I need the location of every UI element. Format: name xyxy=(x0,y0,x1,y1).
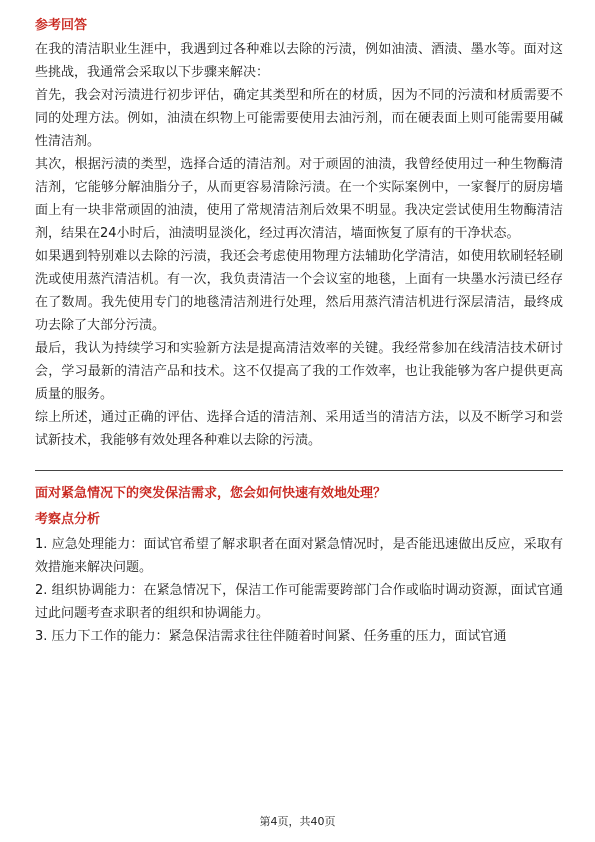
document-page xyxy=(35,16,563,648)
answer-paragraph-1: 在我的清洁职业生涯中，我遇到过各种难以去除的污渍，例如油渍、酒渍、墨水等。面对这些挑战，我通常会采取以下步骤来解决： xyxy=(35,42,563,80)
analysis-heading: 考察点分析 xyxy=(35,512,101,527)
page-number-footer: 第4页，共40页 xyxy=(259,815,336,828)
answer-paragraph-6: 综上所述，通过正确的评估、选择合适的清洁剂、采用适当的清洁方法，以及不断学习和尝试新技术，我能够有效处理各种难以去除的污渍。 xyxy=(35,410,563,448)
answer-paragraph-2: 首先，我会对污渍进行初步评估，确定其类型和所在的材质，因为不同的污渍和材质需要不同的处理方法。例如，油渍在织物上可能需要使用去油污剂，而在硬表面上则可能需要用碱性清洁剂。 xyxy=(35,88,563,149)
answer-heading: 参考回答 xyxy=(35,18,88,33)
analysis-point-3: 3. 压力下工作的能力：紧急保洁需求往往伴随着时间紧、任务重的压力，面试官通 xyxy=(35,629,507,644)
answer-paragraph-4: 如果遇到特别难以去除的污渍，我还会考虑使用物理方法辅助化学清洁，如使用软刷轻轻刷洗或使用蒸汽清洁机。有一次，我负责清洁一个会议室的地毯，上面有一块墨水污渍已经存在了数周。我先使用专门的地毯清洁剂进行处理，然后用蒸汽清洁机进行深层清洁，最终成功去除了大部分污渍。 xyxy=(35,249,563,333)
question-title: 面对紧急情况下的突发保洁需求，您会如何快速有效地处理？ xyxy=(35,486,387,501)
analysis-point-1: 1. 应急处理能力：面试官希望了解求职者在面对紧急情况时，是否能迅速做出反应，采取有效措施来解决问题。 xyxy=(35,537,563,575)
answer-paragraph-5: 最后，我认为持续学习和实验新方法是提高清洁效率的关键。我经常参加在线清洁技术研讨会，学习最新的清洁产品和技术。这不仅提高了我的工作效率，也让我能够为客户提供更高质量的服务。 xyxy=(35,341,563,402)
answer-paragraph-3: 其次，根据污渍的类型，选择合适的清洁剂。对于顽固的油渍，我曾经使用过一种生物酶清洁剂，它能够分解油脂分子，从而更容易清除污渍。在一个实际案例中，一家餐厅的厨房墙面上有一块非常顽固的油渍，使用了常规清洁剂后效果不明显。我决定尝试使用生物酶清洁剂，结果在24小时后，油渍明显淡化，经过再次清洁，墙面恢复了原有的干净状态。 xyxy=(35,157,563,241)
analysis-point-2: 2. 组织协调能力：在紧急情况下，保洁工作可能需要跨部门合作或临时调动资源，面试官通过此问题考查求职者的组织和协调能力。 xyxy=(35,583,563,621)
section-divider xyxy=(35,470,563,471)
